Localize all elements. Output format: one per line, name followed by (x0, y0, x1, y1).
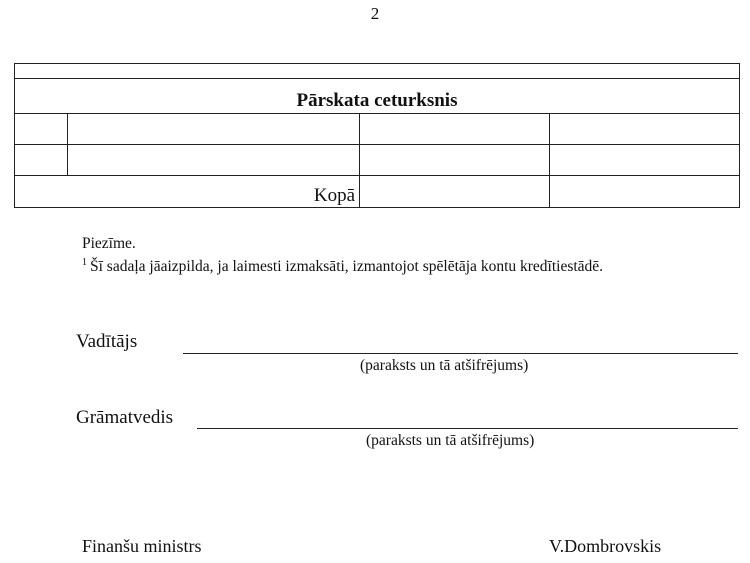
report-quarter-table (14, 63, 740, 208)
table-cell (360, 175, 550, 207)
table-cell (550, 175, 740, 207)
total-label: Kopā (15, 175, 360, 207)
minister-name: V.Dombrovskis (549, 536, 662, 556)
footnote (82, 253, 603, 276)
table-row (15, 145, 740, 176)
table-top-cell (15, 64, 740, 79)
footnote-mark: 1 (82, 257, 87, 268)
note-block (82, 234, 603, 276)
manager-signature-line (183, 353, 738, 354)
table-cell (15, 114, 68, 145)
table-cell (68, 145, 360, 176)
table-title: Pārskata ceturksnis (15, 78, 740, 114)
footnote-text: Šī sadaļa jāaizpilda, ja laimesti izmaksāti, izmantojot spēlētāja kontu kredītiestādē. (90, 258, 604, 275)
table-cell (360, 114, 550, 145)
table-total-row (15, 175, 740, 207)
table-row (15, 114, 740, 145)
table-cell (15, 145, 68, 176)
table-title-row (15, 78, 740, 114)
accountant-signature-line (197, 428, 738, 429)
table-cell (360, 145, 550, 176)
accountant-signature-caption: (paraksts un tā atšifrējums) (366, 432, 535, 449)
table-cell (550, 145, 740, 176)
accountant-label: Grāmatvedis (76, 407, 174, 428)
minister-title: Finanšu ministrs (82, 536, 202, 556)
table-top-row (15, 64, 740, 79)
table-cell (550, 114, 740, 145)
manager-signature-caption: (paraksts un tā atšifrējums) (360, 357, 529, 374)
note-heading: Piezīme. (82, 235, 136, 252)
table-cell (68, 114, 360, 145)
page-number: 2 (370, 4, 380, 23)
manager-label: Vadītājs (76, 331, 138, 352)
